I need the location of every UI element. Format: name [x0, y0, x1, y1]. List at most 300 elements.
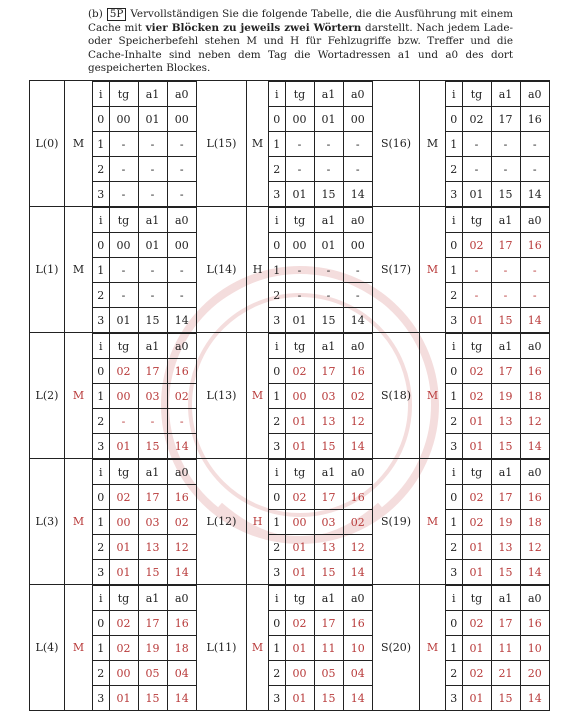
cache-header-i: i [93, 334, 109, 359]
cache-cell-a0: 00 [343, 107, 372, 132]
cache-line [269, 384, 372, 409]
cache-header-tg: tg [462, 208, 491, 233]
cache-line [446, 359, 549, 384]
cache-cell-tg: 02 [462, 107, 491, 132]
cache-cell-a1: 17 [138, 611, 167, 636]
cache-cell-i: 3 [446, 308, 462, 333]
cache-cell-i: 3 [269, 560, 285, 585]
cache-cell-a1: 15 [491, 308, 520, 333]
cache-cell-tg: 01 [109, 686, 138, 711]
cache-cell-a1: 05 [314, 661, 343, 686]
cache-header-a0: a0 [167, 82, 196, 107]
cache-cell-a0: 12 [343, 409, 372, 434]
cache-state [269, 459, 373, 585]
cache-header-a1: a1 [314, 586, 343, 611]
cache-cell-a1: 11 [314, 636, 343, 661]
cache-cell-a1: - [138, 132, 167, 157]
cache-cell-a1: 17 [314, 485, 343, 510]
cache-table [93, 333, 196, 458]
cache-cell-a0: - [520, 132, 549, 157]
cache-cell-tg: - [109, 182, 138, 207]
cache-cell-tg: 00 [285, 233, 314, 258]
cache-header-tg: tg [285, 334, 314, 359]
cache-cell-a1: 19 [491, 510, 520, 535]
cache-cell-tg: 01 [285, 308, 314, 333]
cache-cell-tg: 02 [109, 485, 138, 510]
cache-cell-a0: 04 [343, 661, 372, 686]
cache-cell-i: 2 [269, 157, 285, 182]
cache-cell-a0: - [343, 283, 372, 308]
cache-header-i: i [269, 334, 285, 359]
cache-cell-a0: 10 [520, 636, 549, 661]
cache-header-i: i [93, 586, 109, 611]
cache-cell-a0: 16 [167, 611, 196, 636]
cache-table [446, 585, 549, 710]
instruction-row [30, 207, 550, 333]
cache-table [269, 333, 372, 458]
cache-cell-a1: 03 [314, 510, 343, 535]
cache-cell-i: 1 [269, 132, 285, 157]
cache-cell-i: 1 [269, 258, 285, 283]
cache-cell-a1: - [314, 132, 343, 157]
cache-cell-a1: - [138, 182, 167, 207]
execution-table [29, 80, 550, 711]
cache-cell-a1: 15 [314, 560, 343, 585]
hit-miss-mark: M [247, 333, 269, 459]
cache-header-a1: a1 [314, 334, 343, 359]
cache-cell-i: 3 [446, 560, 462, 585]
hit-miss-mark: M [65, 459, 93, 585]
cache-cell-tg: 02 [285, 611, 314, 636]
cache-header-row [269, 586, 372, 611]
cache-header-row [446, 334, 549, 359]
cache-cell-i: 2 [93, 535, 109, 560]
cache-line [269, 510, 372, 535]
cache-header-row [269, 460, 372, 485]
cache-cell-i: 0 [93, 485, 109, 510]
cache-cell-a0: 16 [167, 485, 196, 510]
cache-table [446, 459, 549, 584]
cache-cell-a1: - [138, 283, 167, 308]
cache-cell-a0: 10 [343, 636, 372, 661]
cache-cell-a1: - [314, 283, 343, 308]
hit-miss-mark: M [65, 207, 93, 333]
instruction-label: L(2) [30, 333, 65, 459]
cache-cell-tg: - [285, 157, 314, 182]
cache-cell-i: 0 [93, 233, 109, 258]
cache-cell-a1: 17 [491, 611, 520, 636]
cache-header-i: i [446, 82, 462, 107]
cache-cell-a1: 13 [138, 535, 167, 560]
cache-cell-a0: 02 [167, 510, 196, 535]
hit-miss-mark: M [65, 333, 93, 459]
cache-cell-tg: 02 [109, 359, 138, 384]
cache-cell-tg: - [462, 157, 491, 182]
hit-miss-mark: H [247, 459, 269, 585]
cache-cell-a0: - [520, 283, 549, 308]
cache-cell-i: 1 [446, 132, 462, 157]
cache-table [93, 459, 196, 584]
cache-cell-a1: 17 [314, 611, 343, 636]
cache-state [269, 585, 373, 711]
cache-cell-i: 1 [269, 636, 285, 661]
instruction-row [30, 81, 550, 207]
cache-cell-i: 0 [269, 611, 285, 636]
cache-header-a0: a0 [520, 586, 549, 611]
cache-cell-tg: 01 [285, 434, 314, 459]
cache-cell-a1: 13 [314, 535, 343, 560]
cache-cell-tg: 02 [109, 611, 138, 636]
cache-line [93, 283, 196, 308]
cache-line [446, 686, 549, 711]
cache-table [93, 207, 196, 332]
cache-cell-tg: 01 [285, 409, 314, 434]
cache-header-i: i [269, 82, 285, 107]
cache-header-a0: a0 [343, 208, 372, 233]
cache-cell-tg: 01 [462, 636, 491, 661]
cache-line [93, 535, 196, 560]
cache-cell-a1: 03 [138, 384, 167, 409]
cache-cell-i: 2 [269, 661, 285, 686]
cache-cell-tg: - [109, 409, 138, 434]
cache-table [446, 333, 549, 458]
cache-cell-i: 3 [446, 434, 462, 459]
cache-cell-i: 1 [93, 258, 109, 283]
cache-cell-a0: - [167, 182, 196, 207]
cache-line [446, 434, 549, 459]
cache-cell-a1: 15 [314, 434, 343, 459]
cache-header-i: i [93, 208, 109, 233]
cache-line [269, 485, 372, 510]
cache-header-tg: tg [285, 208, 314, 233]
cache-header-i: i [269, 208, 285, 233]
cache-cell-tg: 02 [462, 510, 491, 535]
cache-header-row [446, 82, 549, 107]
cache-line [446, 636, 549, 661]
cache-cell-a0: 12 [520, 409, 549, 434]
cache-line [269, 308, 372, 333]
cache-line [446, 485, 549, 510]
cache-cell-tg: 01 [285, 560, 314, 585]
cache-line [269, 560, 372, 585]
cache-state [446, 207, 550, 333]
hit-miss-mark: M [247, 585, 269, 711]
cache-cell-a1: 15 [314, 182, 343, 207]
cache-cell-i: 1 [93, 636, 109, 661]
cache-cell-a0: 14 [343, 686, 372, 711]
cache-state [93, 585, 197, 711]
cache-cell-i: 2 [446, 409, 462, 434]
cache-cell-tg: 01 [109, 308, 138, 333]
instruction-label: L(15) [197, 81, 247, 207]
cache-cell-a1: 15 [491, 434, 520, 459]
instruction-label: L(14) [197, 207, 247, 333]
cache-cell-i: 3 [93, 434, 109, 459]
cache-header-row [93, 208, 196, 233]
cache-header-row [269, 334, 372, 359]
cache-header-tg: tg [109, 586, 138, 611]
cache-line [269, 661, 372, 686]
cache-header-a0: a0 [520, 334, 549, 359]
cache-cell-a1: - [491, 283, 520, 308]
cache-header-a1: a1 [491, 586, 520, 611]
cache-header-a0: a0 [520, 460, 549, 485]
task-description [88, 8, 513, 76]
cache-line [446, 510, 549, 535]
cache-cell-a1: 01 [314, 107, 343, 132]
cache-line [446, 283, 549, 308]
cache-header-row [446, 586, 549, 611]
cache-cell-i: 0 [446, 107, 462, 132]
cache-cell-a0: 16 [167, 359, 196, 384]
cache-header-a0: a0 [167, 334, 196, 359]
cache-line [93, 107, 196, 132]
cache-table [93, 585, 196, 710]
cache-cell-a1: 15 [138, 308, 167, 333]
cache-line [93, 384, 196, 409]
cache-cell-a0: 18 [167, 636, 196, 661]
cache-cell-a0: 12 [167, 535, 196, 560]
cache-cell-a0: 14 [520, 686, 549, 711]
cache-cell-i: 3 [93, 182, 109, 207]
cache-cell-i: 1 [93, 384, 109, 409]
cache-line [269, 233, 372, 258]
cache-header-a0: a0 [343, 460, 372, 485]
cache-cell-tg: 01 [109, 535, 138, 560]
cache-cell-i: 2 [446, 283, 462, 308]
cache-cell-i: 0 [269, 359, 285, 384]
cache-cell-tg: 02 [462, 233, 491, 258]
cache-line [269, 182, 372, 207]
cache-line [446, 535, 549, 560]
cache-cell-a1: - [491, 157, 520, 182]
cache-cell-tg: 01 [462, 434, 491, 459]
hit-miss-mark: M [420, 333, 446, 459]
cache-cell-a0: 00 [167, 107, 196, 132]
cache-state [269, 81, 373, 207]
cache-cell-tg: 01 [462, 535, 491, 560]
cache-header-row [93, 334, 196, 359]
cache-line [93, 409, 196, 434]
cache-header-a0: a0 [167, 586, 196, 611]
hit-miss-mark: M [65, 585, 93, 711]
cache-cell-i: 0 [93, 359, 109, 384]
cache-cell-a1: 05 [138, 661, 167, 686]
cache-cell-tg: - [285, 283, 314, 308]
cache-cell-a1: - [138, 409, 167, 434]
cache-cell-tg: 00 [109, 233, 138, 258]
cache-cell-a0: 00 [343, 233, 372, 258]
cache-header-tg: tg [109, 460, 138, 485]
cache-cell-a0: 14 [343, 182, 372, 207]
cache-header-i: i [446, 334, 462, 359]
cache-cell-tg: 02 [285, 359, 314, 384]
cache-header-a0: a0 [520, 82, 549, 107]
cache-cell-a1: 01 [138, 233, 167, 258]
hit-miss-mark: M [65, 81, 93, 207]
cache-header-a1: a1 [314, 460, 343, 485]
hit-miss-mark: M [420, 207, 446, 333]
cache-cell-i: 0 [446, 233, 462, 258]
cache-cell-tg: 01 [462, 308, 491, 333]
hit-miss-mark: M [247, 81, 269, 207]
cache-cell-a0: 14 [520, 182, 549, 207]
cache-cell-tg: - [285, 258, 314, 283]
cache-header-a1: a1 [491, 82, 520, 107]
cache-cell-tg: 02 [462, 359, 491, 384]
cache-header-i: i [446, 460, 462, 485]
cache-header-row [93, 460, 196, 485]
cache-cell-i: 1 [446, 636, 462, 661]
cache-cell-tg: 00 [109, 661, 138, 686]
cache-cell-i: 1 [269, 510, 285, 535]
cache-state [269, 333, 373, 459]
cache-cell-tg: - [462, 132, 491, 157]
cache-cell-a0: - [167, 258, 196, 283]
instruction-row [30, 333, 550, 459]
cache-cell-a0: 18 [520, 384, 549, 409]
cache-header-i: i [269, 586, 285, 611]
cache-header-row [446, 208, 549, 233]
cache-cell-a1: 21 [491, 661, 520, 686]
cache-cell-tg: - [109, 283, 138, 308]
cache-cell-tg: 01 [462, 560, 491, 585]
cache-line [269, 535, 372, 560]
cache-cell-a0: 02 [343, 384, 372, 409]
hit-miss-mark: M [420, 585, 446, 711]
cache-cell-tg: 00 [285, 661, 314, 686]
cache-line [269, 258, 372, 283]
cache-header-a1: a1 [491, 208, 520, 233]
cache-cell-a0: - [343, 157, 372, 182]
cache-cell-a1: - [491, 258, 520, 283]
cache-header-a1: a1 [138, 460, 167, 485]
cache-cell-tg: 00 [285, 510, 314, 535]
cache-line [269, 434, 372, 459]
cache-state [269, 207, 373, 333]
cache-cell-a0: 14 [167, 308, 196, 333]
cache-cell-a0: 14 [167, 434, 196, 459]
task-text-bold: vier Blöcken zu jeweils zwei Wörtern [145, 21, 362, 34]
cache-state [93, 333, 197, 459]
cache-header-i: i [93, 82, 109, 107]
cache-cell-i: 0 [269, 107, 285, 132]
cache-header-tg: tg [109, 334, 138, 359]
cache-line [93, 510, 196, 535]
hit-miss-mark: M [420, 81, 446, 207]
cache-header-tg: tg [462, 460, 491, 485]
cache-state [93, 81, 197, 207]
cache-cell-tg: - [462, 258, 491, 283]
cache-cell-i: 3 [446, 182, 462, 207]
cache-cell-i: 2 [93, 661, 109, 686]
cache-cell-tg: 00 [109, 107, 138, 132]
cache-header-a1: a1 [491, 460, 520, 485]
cache-cell-i: 0 [446, 485, 462, 510]
cache-header-row [93, 82, 196, 107]
cache-line [446, 611, 549, 636]
cache-cell-tg: 01 [462, 182, 491, 207]
cache-table [446, 207, 549, 332]
cache-line [446, 308, 549, 333]
cache-cell-a1: 13 [314, 409, 343, 434]
cache-line [93, 233, 196, 258]
cache-cell-a0: - [167, 283, 196, 308]
cache-cell-i: 0 [93, 107, 109, 132]
cache-cell-i: 0 [446, 611, 462, 636]
cache-cell-a1: - [138, 258, 167, 283]
cache-cell-i: 0 [93, 611, 109, 636]
instruction-label: L(4) [30, 585, 65, 711]
cache-cell-a0: 16 [520, 107, 549, 132]
cache-table [269, 207, 372, 332]
cache-header-i: i [269, 460, 285, 485]
instruction-label: S(20) [373, 585, 420, 711]
cache-header-tg: tg [109, 208, 138, 233]
cache-cell-tg: - [109, 258, 138, 283]
cache-cell-a0: 04 [167, 661, 196, 686]
cache-line [93, 157, 196, 182]
cache-table [446, 81, 549, 206]
hit-miss-mark: H [247, 207, 269, 333]
cache-cell-a1: 15 [138, 434, 167, 459]
cache-cell-a0: 16 [520, 485, 549, 510]
cache-cell-tg: 01 [285, 182, 314, 207]
cache-header-row [446, 460, 549, 485]
cache-cell-i: 2 [269, 283, 285, 308]
cache-line [446, 258, 549, 283]
cache-cell-tg: 01 [109, 434, 138, 459]
cache-cell-tg: 00 [109, 510, 138, 535]
cache-cell-i: 1 [93, 132, 109, 157]
cache-cell-i: 1 [446, 258, 462, 283]
cache-header-tg: tg [462, 82, 491, 107]
cache-cell-tg: - [109, 132, 138, 157]
cache-header-i: i [93, 460, 109, 485]
cache-line [93, 132, 196, 157]
cache-cell-a0: 02 [343, 510, 372, 535]
cache-cell-a0: 14 [167, 560, 196, 585]
cache-cell-i: 3 [93, 686, 109, 711]
cache-header-a0: a0 [520, 208, 549, 233]
cache-cell-a1: 15 [314, 686, 343, 711]
cache-cell-i: 1 [446, 510, 462, 535]
cache-cell-i: 0 [269, 485, 285, 510]
cache-cell-a0: 02 [167, 384, 196, 409]
cache-cell-a0: 16 [520, 233, 549, 258]
cache-cell-tg: 02 [462, 384, 491, 409]
cache-cell-a1: 17 [491, 485, 520, 510]
cache-line [93, 611, 196, 636]
cache-line [269, 283, 372, 308]
cache-cell-a1: 15 [491, 560, 520, 585]
cache-line [93, 182, 196, 207]
cache-header-a1: a1 [138, 208, 167, 233]
cache-cell-a1: - [314, 157, 343, 182]
cache-cell-tg: 00 [285, 384, 314, 409]
cache-cell-a1: 17 [491, 359, 520, 384]
cache-cell-i: 2 [93, 409, 109, 434]
cache-cell-tg: 01 [285, 636, 314, 661]
cache-cell-tg: 01 [285, 535, 314, 560]
cache-header-a0: a0 [343, 334, 372, 359]
cache-cell-a0: 14 [167, 686, 196, 711]
cache-cell-tg: 00 [109, 384, 138, 409]
cache-line [446, 107, 549, 132]
cache-header-tg: tg [285, 82, 314, 107]
instruction-row [30, 459, 550, 585]
cache-header-tg: tg [285, 460, 314, 485]
